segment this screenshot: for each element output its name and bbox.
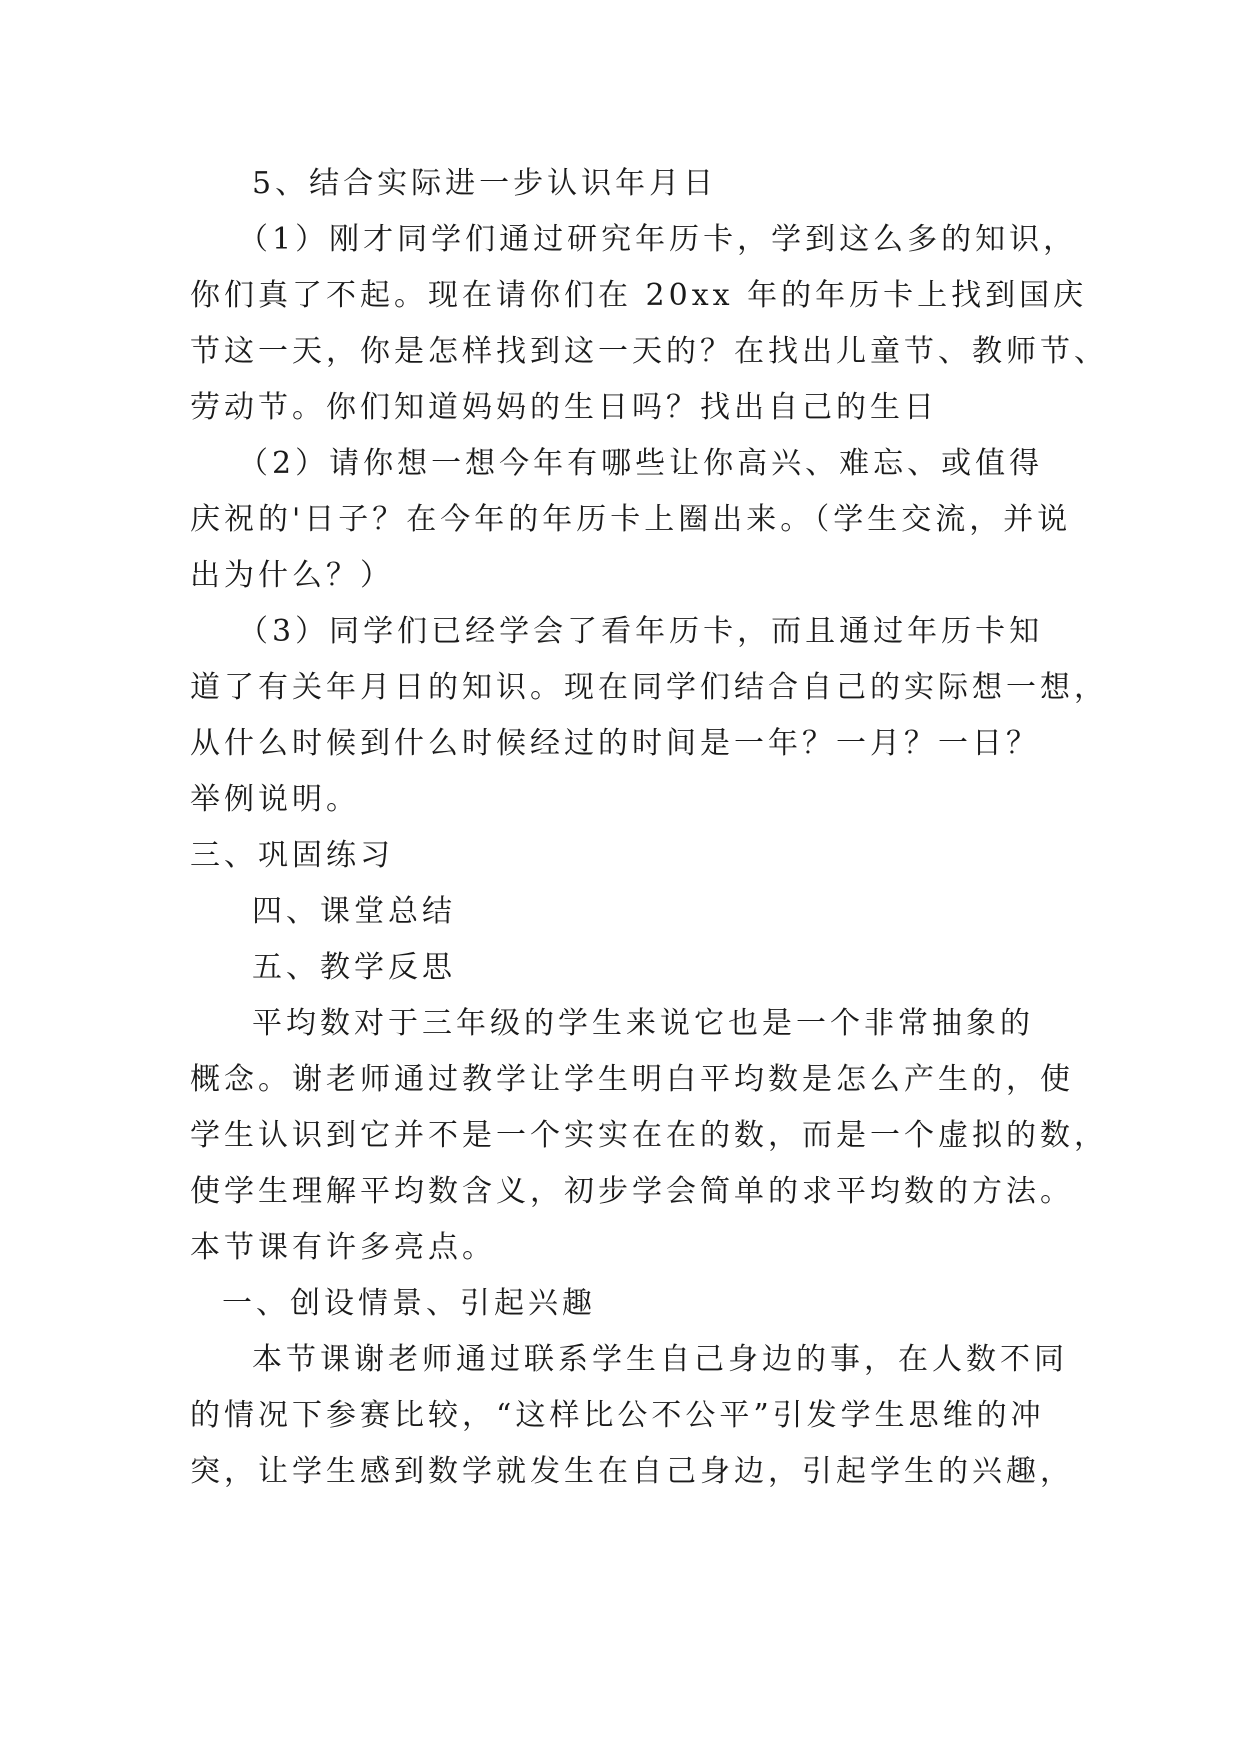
section-heading: 五、教学反思 xyxy=(252,950,456,985)
text-line: 举例说明。 xyxy=(190,782,360,817)
section-heading: 一、创设情景、引起兴趣 xyxy=(222,1286,596,1321)
text-line: 突，让学生感到数学就发生在自己身边，引起学生的兴趣， xyxy=(190,1454,1074,1489)
text-line: 使学生理解平均数含义，初步学会简单的求平均数的方法。 xyxy=(190,1174,1074,1209)
text-line: 本节课谢老师通过联系学生自己身边的事，在人数不同 xyxy=(252,1342,1068,1377)
text-line: （3）同学们已经学会了看年历卡，而且通过年历卡知 xyxy=(238,614,1044,649)
section-heading: 四、课堂总结 xyxy=(252,894,456,929)
text-line: 5、结合实际进一步认识年月日 xyxy=(252,166,718,201)
text-line: （1）刚才同学们通过研究年历卡，学到这么多的知识， xyxy=(238,222,1078,257)
text-line: 本节课有许多亮点。 xyxy=(190,1230,496,1265)
section-heading: 三、巩固练习 xyxy=(190,838,394,873)
text-line: 劳动节。你们知道妈妈的生日吗？找出自己的生日 xyxy=(190,390,938,425)
text-line: 道了有关年月日的知识。现在同学们结合自己的实际想一想， xyxy=(190,670,1108,705)
text-line: 从什么时候到什么时候经过的时间是一年？一月？一日？ xyxy=(190,726,1040,761)
text-line: 的情况下参赛比较，“这样比公不公平”引发学生思维的冲 xyxy=(190,1398,1045,1433)
text-line: 你们真了不起。现在请你们在 20xx 年的年历卡上找到国庆 xyxy=(190,278,1088,313)
text-line: 节这一天，你是怎样找到这一天的？在找出儿童节、教师节、 xyxy=(190,334,1108,369)
text-line: 出为什么？） xyxy=(190,558,394,593)
text-line: 概念。谢老师通过教学让学生明白平均数是怎么产生的，使 xyxy=(190,1062,1074,1097)
text-line: 平均数对于三年级的学生来说它也是一个非常抽象的 xyxy=(252,1006,1034,1041)
text-line: （2）请你想一想今年有哪些让你高兴、难忘、或值得 xyxy=(238,446,1044,481)
text-line: 学生认识到它并不是一个实实在在的数，而是一个虚拟的数， xyxy=(190,1118,1108,1153)
text-line: 庆祝的'日子？在今年的年历卡上圈出来。（学生交流，并说 xyxy=(190,502,1072,537)
